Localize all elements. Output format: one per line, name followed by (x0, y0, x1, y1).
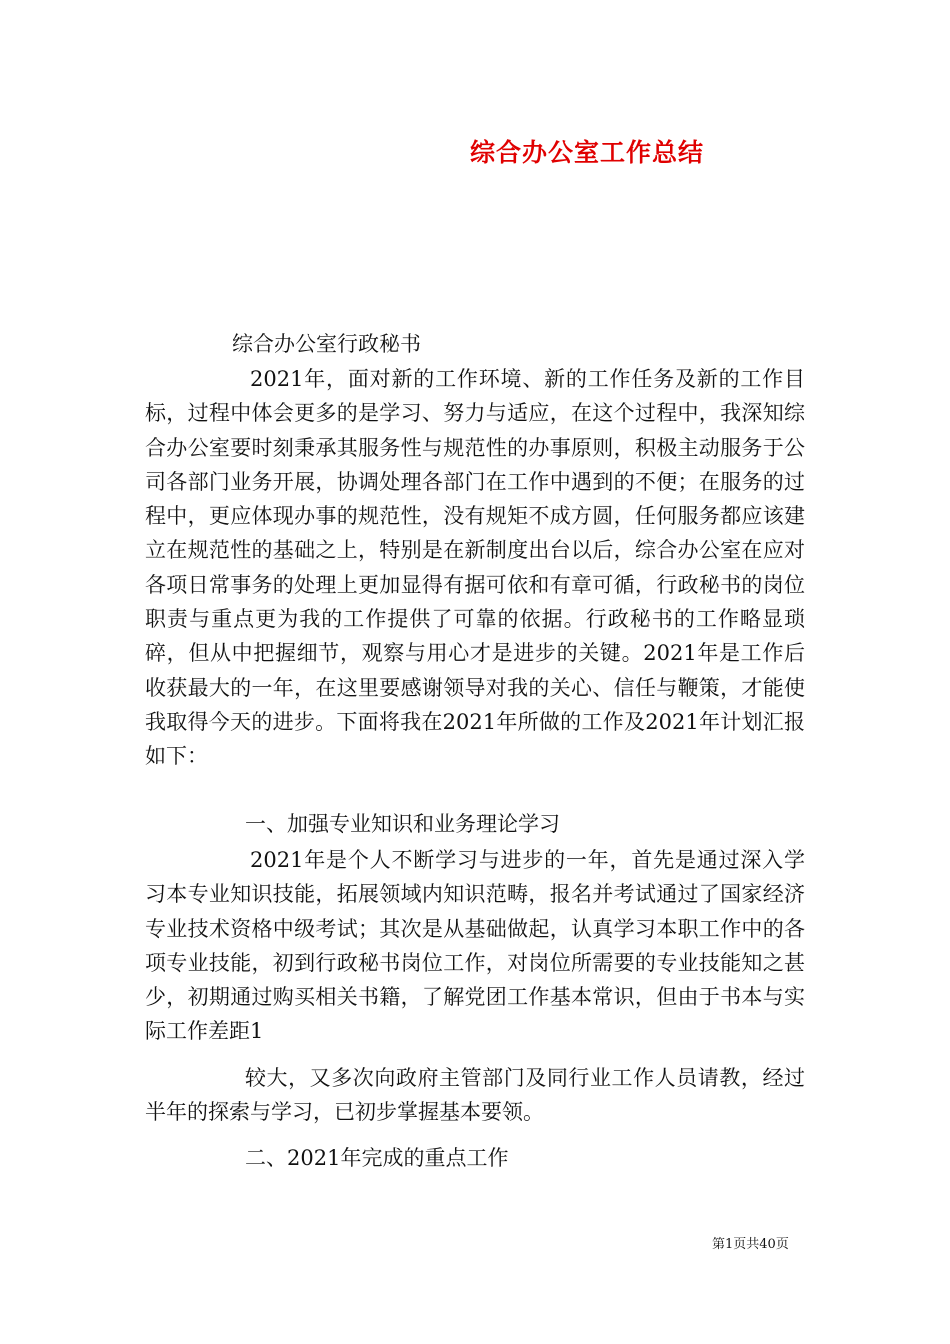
document-title: 综合办公室工作总结 (470, 138, 705, 167)
paragraph-text: 较大，又多次向政府主管部门及同行业工作人员请教，经过半年的探索与学习，已初步掌握基本要领。 (145, 1066, 805, 1125)
paragraph-study (145, 843, 805, 1049)
paragraph-continued (145, 1061, 805, 1130)
section-heading-2: 二、2021年完成的重点工作 (245, 1146, 509, 1170)
section-heading-1: 一、加强专业知识和业务理论学习 (245, 812, 560, 836)
page-number-footer: 第1页共40页 (712, 1237, 789, 1252)
paragraph-text: 2021年是个人不断学习与进步的一年，首先是通过深入学习本专业知识技能，拓展领域内知识范畴，报名并考试通过了国家经济专业技术资格中级考试；其次是从基础做起，认真学习本职工作中的各项专业技能，初到行政秘书岗位工作，对岗位所需要的专业技能知之甚少，初期通过购买相关书籍，了解党团工作基本常识，但由于书本与实际工作差距1 (145, 848, 805, 1044)
author-line: 综合办公室行政秘书 (232, 332, 421, 356)
paragraph-intro (145, 362, 805, 774)
paragraph-text: 2021年，面对新的工作环境、新的工作任务及新的工作目标，过程中体会更多的是学习、努力与适应，在这个过程中，我深知综合办公室要时刻秉承其服务性与规范性的办事原则，积极主动服务于公司各部门业务开展，协调处理各部门在工作中遇到的不便；在服务的过程中，更应体现办事的规范性，没有规矩不成方圆，任何服务都应该建立在规范性的基础之上，特别是在新制度出台以后，综合办公室在应对各项日常事务的处理上更加显得有据可依和有章可循，行政秘书的岗位职责与重点更为我的工作提供了可靠的依据。行政秘书的工作略显琐碎，但从中把握细节，观察与用心才是进步的关键。2021年是工作后收获最大的一年，在这里要感谢领导对我的关心、信任与鞭策，才能使我取得今天的进步。下面将我在2021年所做的工作及2021年计划汇报如下： (145, 367, 805, 769)
